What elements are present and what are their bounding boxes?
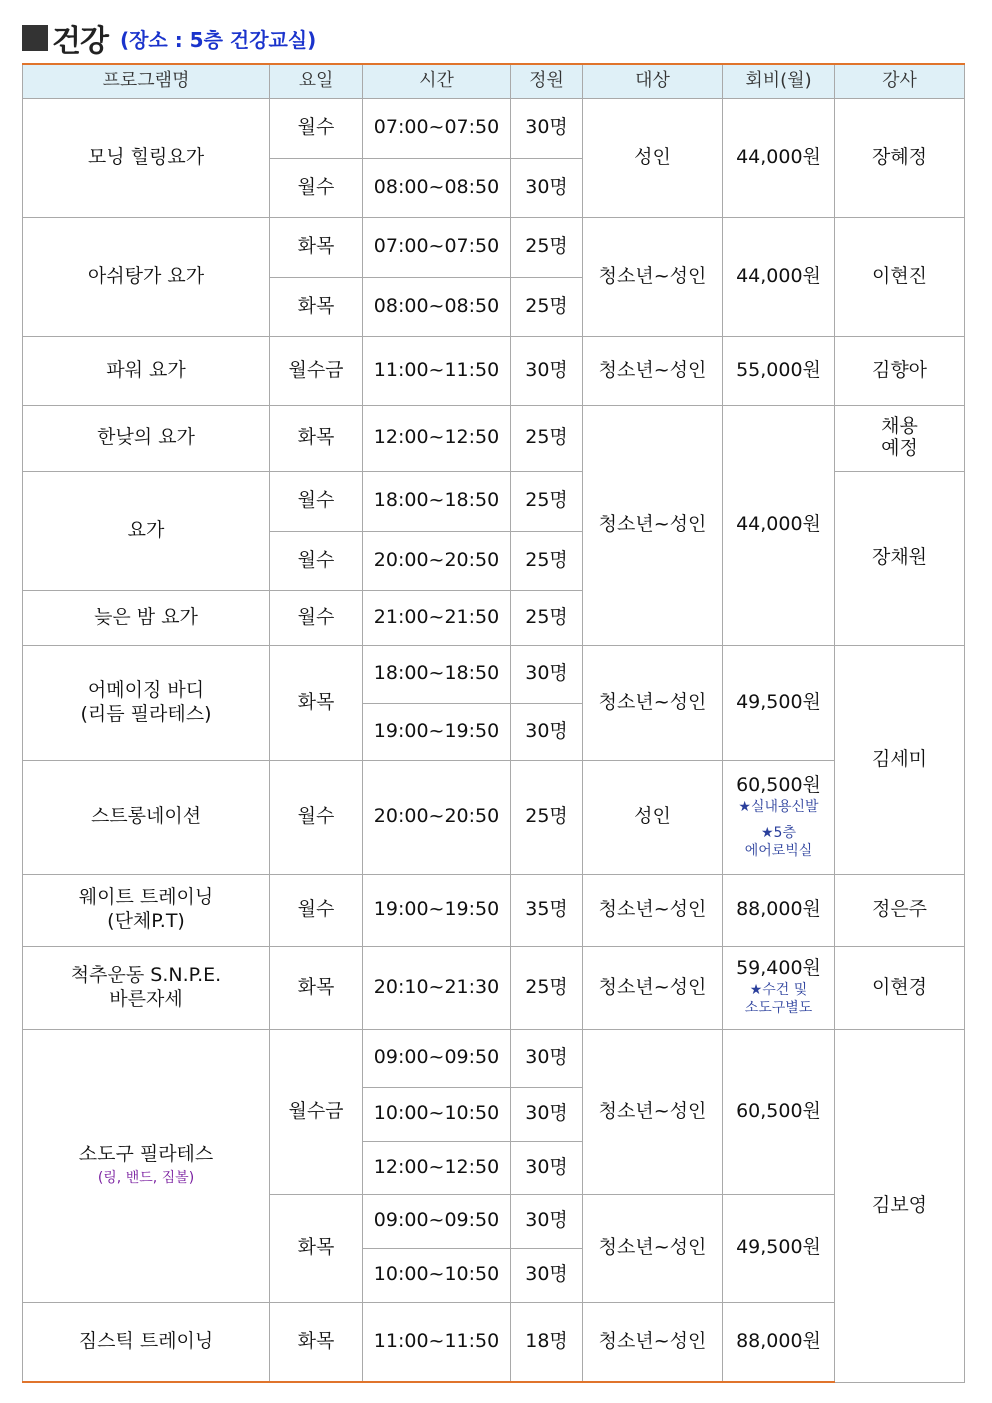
fee-cell: 88,000원 — [723, 874, 835, 946]
day-cell: 월수금 — [270, 1029, 363, 1194]
target-cell: 청소년~성인 — [583, 405, 723, 645]
day-cell: 화목 — [270, 1302, 363, 1382]
teacher-cell: 김세미 — [835, 645, 965, 874]
day-cell: 화목 — [270, 277, 363, 336]
capacity-cell: 25명 — [511, 277, 583, 336]
time-cell: 08:00~08:50 — [363, 277, 511, 336]
table-row — [23, 336, 965, 405]
time-cell: 07:00~07:50 — [363, 98, 511, 158]
table-row — [23, 217, 965, 277]
table-row — [23, 645, 965, 703]
program-name: 한낮의 요가 — [23, 405, 270, 471]
program-name-line1: 소도구 필라테스 — [78, 1143, 214, 1166]
time-cell: 20:00~20:50 — [363, 531, 511, 590]
target-cell: 청소년~성인 — [583, 336, 723, 405]
program-name — [23, 946, 270, 1029]
section-title-text: 건강 — [52, 24, 108, 59]
capacity-cell: 30명 — [511, 98, 583, 158]
capacity-cell: 30명 — [511, 158, 583, 217]
table-header-row — [23, 64, 965, 98]
teacher-cell: 장채원 — [835, 471, 965, 645]
time-cell: 09:00~09:50 — [363, 1029, 511, 1087]
table-row — [23, 405, 965, 471]
program-name-line2: (단체P.T) — [107, 910, 185, 932]
day-cell: 화목 — [270, 1194, 363, 1302]
program-name — [23, 1029, 270, 1302]
day-cell: 화목 — [270, 645, 363, 760]
day-cell: 월수 — [270, 158, 363, 217]
square-bullet-icon — [22, 25, 48, 51]
fee-cell: 55,000원 — [723, 336, 835, 405]
capacity-cell: 25명 — [511, 471, 583, 531]
program-name — [23, 874, 270, 946]
fee-cell: 44,000원 — [723, 98, 835, 217]
program-name: 모닝 힐링요가 — [23, 98, 270, 217]
capacity-cell: 25명 — [511, 590, 583, 645]
program-subtitle: (링, 밴드, 짐볼) — [97, 1170, 195, 1187]
program-name: 아쉬탕가 요가 — [23, 217, 270, 336]
capacity-cell: 25명 — [511, 531, 583, 590]
fee-note: 에어로빅실 — [744, 842, 813, 859]
capacity-cell: 25명 — [511, 217, 583, 277]
program-name: 파워 요가 — [23, 336, 270, 405]
time-cell: 12:00~12:50 — [363, 1141, 511, 1194]
teacher-cell: 정은주 — [835, 874, 965, 946]
target-cell: 청소년~성인 — [583, 946, 723, 1029]
capacity-cell: 25명 — [511, 946, 583, 1029]
program-name-line1: 웨이트 트레이닝 — [78, 886, 214, 909]
day-cell: 화목 — [270, 946, 363, 1029]
table-row — [23, 946, 965, 1029]
table-row — [23, 1302, 965, 1382]
program-name-line2: 바른자세 — [109, 987, 183, 1010]
capacity-cell: 18명 — [511, 1302, 583, 1382]
target-cell: 성인 — [583, 760, 723, 874]
day-cell: 월수금 — [270, 336, 363, 405]
capacity-cell: 30명 — [511, 1248, 583, 1302]
time-cell: 11:00~11:50 — [363, 1302, 511, 1382]
capacity-cell: 30명 — [511, 1087, 583, 1141]
day-cell: 월수 — [270, 98, 363, 158]
table-row — [23, 874, 965, 946]
target-cell: 성인 — [583, 98, 723, 217]
time-cell: 20:10~21:30 — [363, 946, 511, 1029]
program-name-line1: 어메이징 바디 — [87, 678, 205, 701]
capacity-cell: 30명 — [511, 336, 583, 405]
day-cell: 월수 — [270, 874, 363, 946]
capacity-cell: 25명 — [511, 760, 583, 874]
header-capacity: 정원 — [511, 64, 583, 98]
capacity-cell: 30명 — [511, 1194, 583, 1248]
fee-note: ★5층 — [761, 824, 796, 841]
program-name: 스트롱네이션 — [23, 760, 270, 874]
program-name: 짐스틱 트레이닝 — [23, 1302, 270, 1382]
teacher-cell: 이현경 — [835, 946, 965, 1029]
program-name: 요가 — [23, 471, 270, 590]
day-cell: 월수 — [270, 531, 363, 590]
fee-note: 소도구별도 — [744, 1000, 813, 1017]
fee-note: ★수건 및 — [749, 982, 808, 999]
table-row — [23, 98, 965, 158]
header-program: 프로그램명 — [23, 64, 270, 98]
teacher-cell: 채용 예정 — [835, 405, 965, 471]
fee-note: ★실내용신발 — [738, 798, 819, 815]
time-cell: 20:00~20:50 — [363, 760, 511, 874]
time-cell: 19:00~19:50 — [363, 703, 511, 760]
header-teacher: 강사 — [835, 64, 965, 98]
capacity-cell: 30명 — [511, 1029, 583, 1087]
capacity-cell: 30명 — [511, 1141, 583, 1194]
day-cell: 화목 — [270, 405, 363, 471]
capacity-cell: 35명 — [511, 874, 583, 946]
table-row — [23, 760, 965, 874]
day-cell: 화목 — [270, 217, 363, 277]
time-cell: 08:00~08:50 — [363, 158, 511, 217]
fee-cell: 49,500원 — [723, 645, 835, 760]
target-cell: 청소년~성인 — [583, 1302, 723, 1382]
header-target: 대상 — [583, 64, 723, 98]
time-cell: 21:00~21:50 — [363, 590, 511, 645]
fee-cell: 49,500원 — [723, 1194, 835, 1302]
time-cell: 10:00~10:50 — [363, 1248, 511, 1302]
capacity-cell: 30명 — [511, 703, 583, 760]
target-cell: 청소년~성인 — [583, 1194, 723, 1302]
fee-cell — [723, 760, 835, 874]
time-cell: 10:00~10:50 — [363, 1087, 511, 1141]
time-cell: 09:00~09:50 — [363, 1194, 511, 1248]
fee-cell: 44,000원 — [723, 405, 835, 645]
target-cell: 청소년~성인 — [583, 217, 723, 336]
table-row — [23, 1029, 965, 1087]
section-location: (장소 : 5층 건강교실) — [119, 27, 317, 52]
fee-cell: 60,500원 — [723, 1029, 835, 1194]
fee-amount: 59,400원 — [736, 957, 821, 980]
time-cell: 11:00~11:50 — [363, 336, 511, 405]
time-cell: 18:00~18:50 — [363, 471, 511, 531]
fee-amount: 60,500원 — [736, 773, 821, 796]
target-cell: 청소년~성인 — [583, 1029, 723, 1194]
time-cell: 12:00~12:50 — [363, 405, 511, 471]
capacity-cell: 30명 — [511, 645, 583, 703]
header-day: 요일 — [270, 64, 363, 98]
program-schedule-table — [22, 63, 965, 1383]
teacher-cell: 김향아 — [835, 336, 965, 405]
fee-cell — [723, 946, 835, 1029]
day-cell: 월수 — [270, 471, 363, 531]
capacity-cell: 25명 — [511, 405, 583, 471]
teacher-cell: 장혜정 — [835, 98, 965, 217]
program-name — [23, 645, 270, 760]
day-cell: 월수 — [270, 590, 363, 645]
target-cell: 청소년~성인 — [583, 874, 723, 946]
program-name-line1: 척추운동 S.N.P.E. — [70, 963, 222, 986]
header-fee: 회비(월) — [723, 64, 835, 98]
time-cell: 07:00~07:50 — [363, 217, 511, 277]
fee-cell: 88,000원 — [723, 1302, 835, 1382]
day-cell: 월수 — [270, 760, 363, 874]
time-cell: 19:00~19:50 — [363, 874, 511, 946]
teacher-cell: 김보영 — [835, 1029, 965, 1382]
header-time: 시간 — [363, 64, 511, 98]
target-cell: 청소년~성인 — [583, 645, 723, 760]
program-name-line2: (리듬 필라테스) — [80, 702, 212, 725]
section-title — [22, 18, 316, 58]
program-name: 늦은 밤 요가 — [23, 590, 270, 645]
fee-cell: 44,000원 — [723, 217, 835, 336]
time-cell: 18:00~18:50 — [363, 645, 511, 703]
teacher-cell: 이현진 — [835, 217, 965, 336]
